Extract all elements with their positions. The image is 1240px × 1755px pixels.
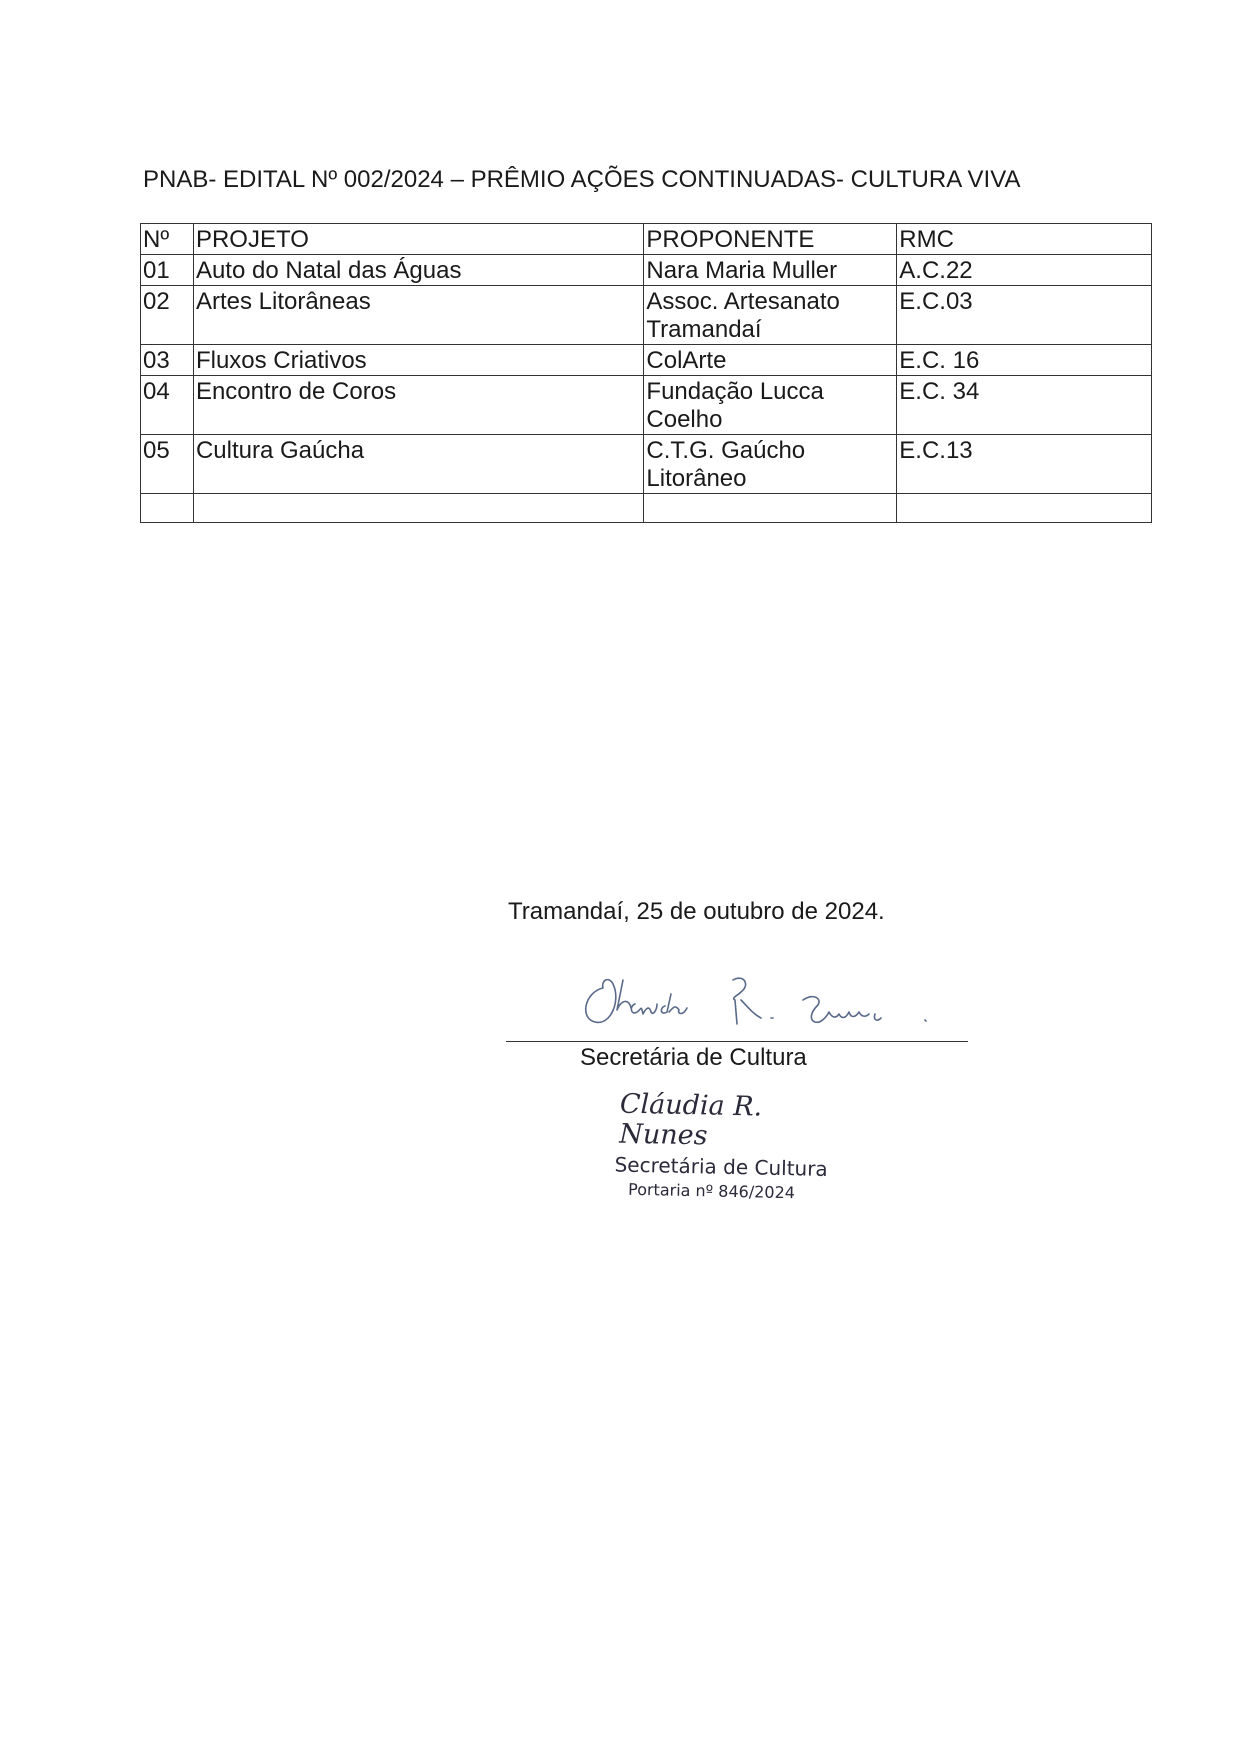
handwritten-signature	[565, 970, 945, 1040]
stamp-role: Secretária de Cultura	[614, 1152, 828, 1181]
cell-number: 02	[141, 286, 194, 345]
cell-rmc: E.C.03	[897, 286, 1152, 345]
cell-number: 03	[141, 345, 194, 376]
header-rmc: RMC	[897, 224, 1152, 255]
cell-empty	[897, 494, 1152, 523]
table-row	[141, 345, 1152, 376]
signature-role: Secretária de Cultura	[580, 1044, 807, 1071]
cell-rmc: E.C. 16	[897, 345, 1152, 376]
cell-proponente: ColArte	[644, 345, 897, 376]
stamp-portaria: Portaria nº 846/2024	[627, 1179, 796, 1203]
cell-projeto: Cultura Gaúcha	[193, 435, 643, 494]
cell-rmc: A.C.22	[897, 255, 1152, 286]
header-projeto: PROJETO	[193, 224, 643, 255]
cell-rmc: E.C. 34	[897, 376, 1152, 435]
table-row	[141, 376, 1152, 435]
cell-proponente: Nara Maria Muller	[644, 255, 897, 286]
place-and-date: Tramandaí, 25 de outubro de 2024.	[508, 898, 885, 925]
header-proponente: PROPONENTE	[644, 224, 897, 255]
cell-number: 01	[141, 255, 194, 286]
cell-rmc: E.C.13	[897, 435, 1152, 494]
cell-number: 04	[141, 376, 194, 435]
document-title: PNAB- EDITAL Nº 002/2024 – PRÊMIO AÇÕES CONTINUADAS- CULTURA VIVA	[143, 166, 1021, 193]
cell-proponente: C.T.G. Gaúcho Litorâneo	[644, 435, 897, 494]
cell-empty	[141, 494, 194, 523]
header-number: Nº	[141, 224, 194, 255]
cell-projeto: Artes Litorâneas	[193, 286, 643, 345]
signature-line	[506, 1041, 968, 1042]
projects-table	[140, 223, 1152, 523]
cell-empty	[193, 494, 643, 523]
cell-projeto: Encontro de Coros	[193, 376, 643, 435]
table-row	[141, 286, 1152, 345]
table-row	[141, 255, 1152, 286]
table-header-row	[141, 224, 1152, 255]
cell-projeto: Fluxos Criativos	[193, 345, 643, 376]
cell-number: 05	[141, 435, 194, 494]
cell-projeto: Auto do Natal das Águas	[193, 255, 643, 286]
table-row-empty	[141, 494, 1152, 523]
cell-proponente: Assoc. Artesanato Tramandaí	[644, 286, 897, 345]
table-row	[141, 435, 1152, 494]
official-stamp	[614, 1089, 856, 1206]
cell-empty	[644, 494, 897, 523]
cell-proponente: Fundação Lucca Coelho	[644, 376, 897, 435]
stamp-name: Cláudia R. Nunes	[618, 1088, 763, 1152]
